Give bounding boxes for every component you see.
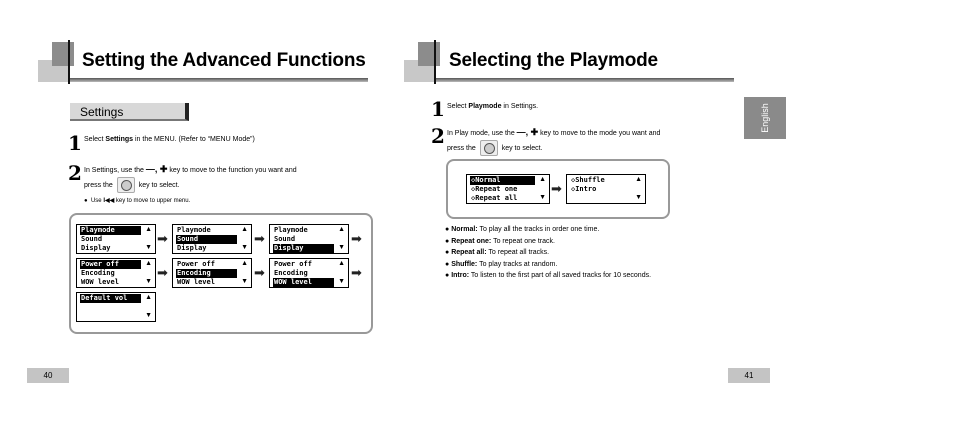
step-1-number: 1 (431, 97, 445, 121)
right-arrow-icon: ➡ (157, 265, 168, 280)
step-1-number: 1 (68, 131, 82, 155)
page-title-left: Setting the Advanced Functions (82, 50, 366, 71)
right-arrow-icon: ➡ (551, 181, 562, 196)
down-arrow-icon: ▼ (241, 278, 248, 285)
lcd-screen: ◇Normal ◇Repeat one ◇Repeat all ▲ ▼ (466, 174, 550, 204)
select-key-icon (117, 177, 135, 193)
page-number-right: 41 (728, 368, 770, 383)
down-arrow-icon: ▼ (338, 278, 345, 285)
lcd-screen: Playmode Sound Display ▲ ▼ (172, 224, 252, 254)
select-key-icon (480, 140, 498, 156)
down-arrow-icon: ▼ (145, 278, 152, 285)
up-arrow-icon: ▲ (145, 294, 152, 301)
lcd-screen: Default vol ▲ ▼ (76, 292, 156, 322)
right-arrow-icon: ➡ (157, 231, 168, 246)
step-2-line-2: press the key to select. (447, 140, 543, 156)
step-2-number: 2 (68, 161, 82, 185)
list-item: ● Repeat one: To repeat one track. (445, 237, 555, 245)
settings-tab: Settings (70, 103, 189, 121)
title-underline (70, 78, 368, 82)
down-arrow-icon: ▼ (635, 194, 642, 201)
up-arrow-icon: ▲ (145, 226, 152, 233)
lcd-screen: Power off Encoding WOW level ▲ ▼ (269, 258, 349, 288)
note: ● Use I◀◀ key to move to upper menu. (84, 198, 191, 204)
step-2-number: 2 (431, 124, 445, 148)
lcd-screen: Power off Encoding WOW level ▲ ▼ (76, 258, 156, 288)
up-arrow-icon: ▲ (241, 226, 248, 233)
list-item: ● Shuffle: To play tracks at random. (445, 260, 558, 268)
down-arrow-icon: ▼ (145, 312, 152, 319)
up-arrow-icon: ▲ (338, 260, 345, 267)
step-1-text: Select Settings in the MENU. (Refer to “MENU Mode”) (84, 136, 255, 143)
minus-plus-icon: —, ✚ (516, 127, 539, 137)
down-arrow-icon: ▼ (145, 244, 152, 251)
down-arrow-icon: ▼ (338, 244, 345, 251)
down-arrow-icon: ▼ (241, 244, 248, 251)
right-arrow-icon: ➡ (351, 231, 362, 246)
up-arrow-icon: ▲ (241, 260, 248, 267)
step-2-line-1: In Settings, use the —, ✚ key to move to the function you want and (84, 164, 297, 174)
lcd-screen: Playmode Sound Display ▲ ▼ (76, 224, 156, 254)
list-item: ● Normal: To play all the tracks in order one time. (445, 226, 600, 233)
right-arrow-icon: ➡ (254, 231, 265, 246)
page-number-left: 40 (27, 368, 69, 383)
step-1-text: Select Playmode in Settings. (447, 103, 539, 110)
minus-plus-icon: —, ✚ (145, 164, 168, 174)
up-arrow-icon: ▲ (145, 260, 152, 267)
step-2-line-2: press the key to select. (84, 177, 180, 193)
down-arrow-icon: ▼ (539, 194, 546, 201)
step-2-line-1: In Play mode, use the —, ✚ key to move to the mode you want and (447, 127, 661, 137)
lcd-screen: Power off Encoding WOW level ▲ ▼ (172, 258, 252, 288)
page-title-right: Selecting the Playmode (449, 50, 658, 71)
right-arrow-icon: ➡ (254, 265, 265, 280)
lcd-screen: Playmode Sound Display ▲ ▼ (269, 224, 349, 254)
up-arrow-icon: ▲ (338, 226, 345, 233)
language-side-tab: English (744, 97, 786, 139)
lcd-screen: ◇Shuffle ◇Intro ▲ ▼ (566, 174, 646, 204)
up-arrow-icon: ▲ (539, 176, 546, 183)
list-item: ● Intro: To listen to the first part of all saved tracks for 10 seconds. (445, 272, 652, 279)
up-arrow-icon: ▲ (635, 176, 642, 183)
title-underline (436, 78, 734, 82)
playmode-bullet-list (445, 224, 651, 282)
right-arrow-icon: ➡ (351, 265, 362, 280)
list-item: ● Repeat all: To repeat all tracks. (445, 249, 550, 256)
prev-key-icon: I◀◀ (103, 198, 115, 204)
